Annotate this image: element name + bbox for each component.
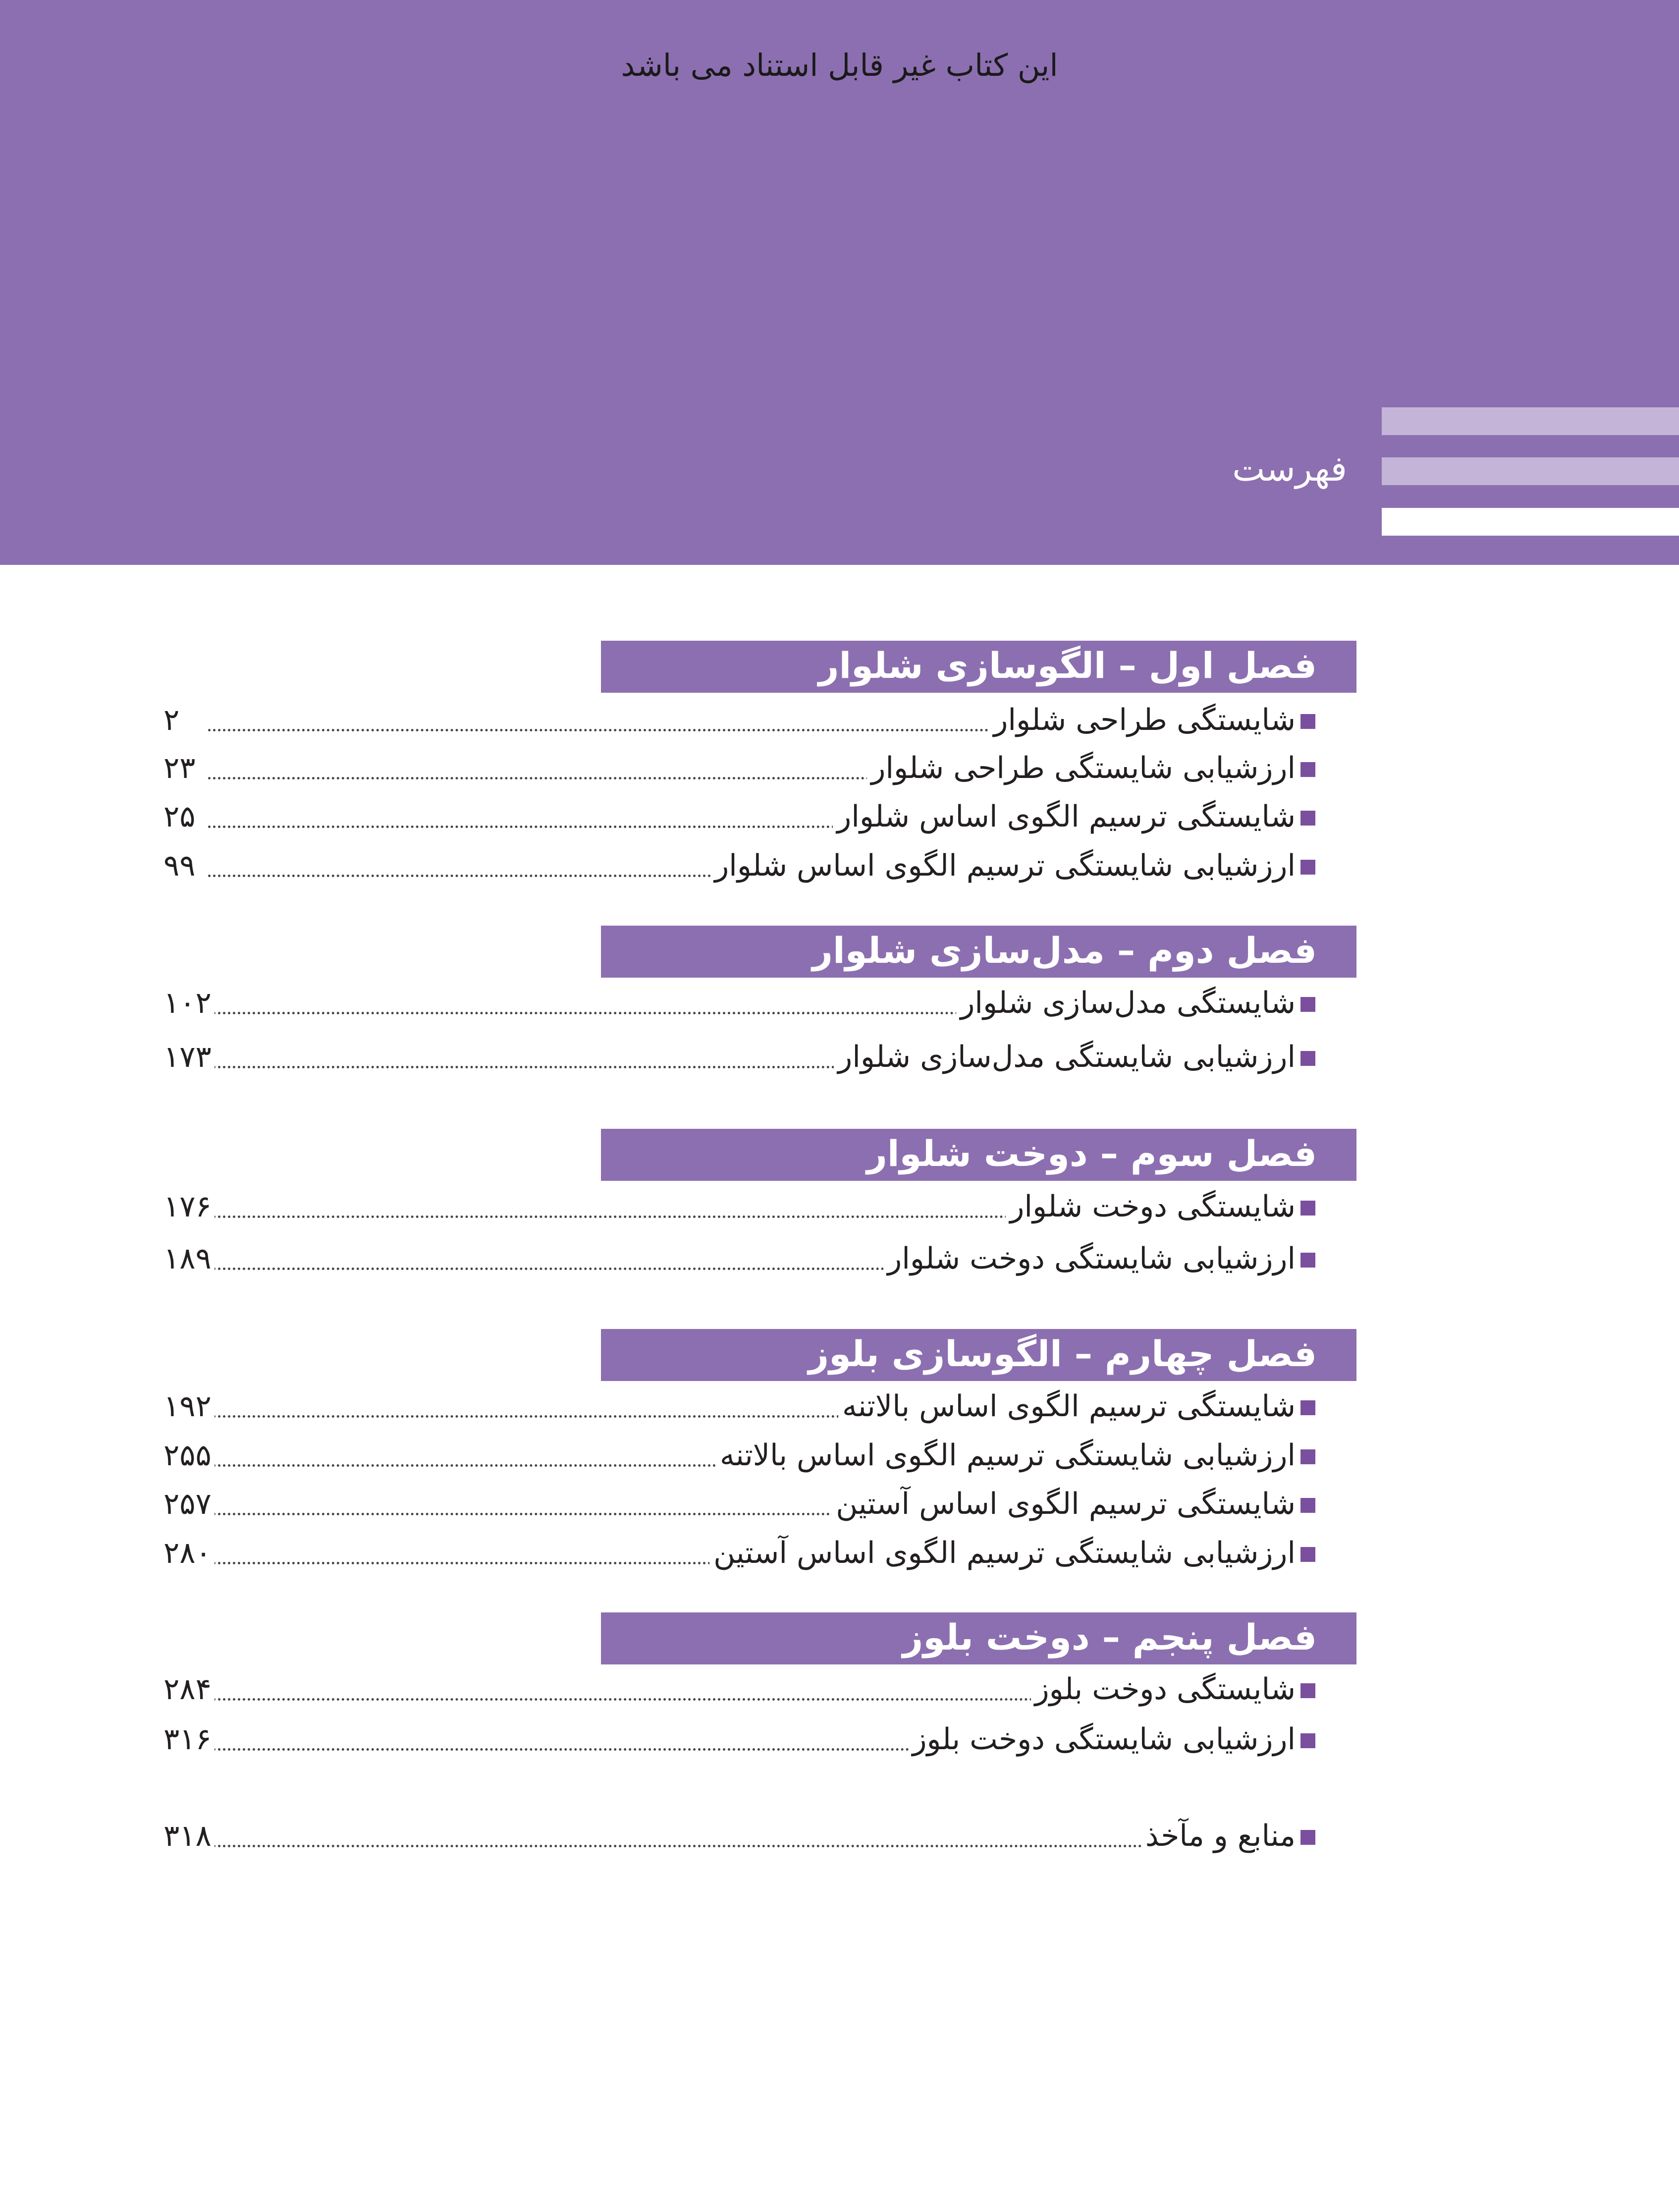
toc-entry[interactable]: [163, 841, 1315, 890]
entry-label: ارزشیابی شایستگی ترسیم الگوی اساس آستین: [713, 1536, 1296, 1570]
chapter-heading: [601, 641, 1356, 693]
bullet-square-icon: [1300, 1498, 1315, 1513]
bullet-square-icon: [1300, 1547, 1315, 1562]
bullet-square-icon: [1300, 811, 1315, 826]
bullet-square-icon: [1300, 1253, 1315, 1268]
entry-label: ارزشیابی شایستگی ترسیم الگوی اساس شلوار: [714, 848, 1296, 883]
toc-entry[interactable]: [163, 1182, 1315, 1231]
entry-page: ۲۸۰: [163, 1528, 215, 1578]
chapter-heading: [601, 1612, 1356, 1664]
entry-label: شایستگی دوخت شلوار: [1010, 1189, 1296, 1224]
bullet-square-icon: [1300, 1201, 1315, 1216]
toc-entry[interactable]: [163, 978, 1315, 1028]
decorative-stripe: [1382, 508, 1679, 536]
toc-entry[interactable]: [163, 1431, 1315, 1480]
bullet-square-icon: [1300, 1400, 1315, 1415]
toc-entry[interactable]: [163, 1664, 1315, 1714]
entry-page: ۳۱۶: [163, 1714, 215, 1764]
chapter-title: فصل چهارم – الگوسازی بلوز: [808, 1333, 1317, 1375]
entry-label: شایستگی مدل‌سازی شلوار: [960, 986, 1296, 1020]
notice-text: این کتاب غیر قابل استناد می باشد: [621, 47, 1058, 83]
entry-page: ۱۰۲: [163, 978, 215, 1028]
chapter-heading: [601, 926, 1356, 978]
toc-entry[interactable]: [163, 743, 1315, 793]
entry-label: شایستگی دوخت بلوز: [1034, 1672, 1296, 1707]
entry-page: ۱۷۳: [163, 1032, 215, 1082]
entry-label: ارزشیابی شایستگی دوخت شلوار: [887, 1241, 1296, 1276]
toc-entry[interactable]: [163, 1234, 1315, 1283]
decorative-stripe: [1382, 457, 1679, 485]
chapter-title: فصل دوم – مدل‌سازی شلوار: [812, 930, 1317, 971]
entry-label: شایستگی ترسیم الگوی اساس بالاتنه: [842, 1389, 1296, 1424]
entry-page: ۲۸۴: [163, 1664, 215, 1714]
chapter-title: فصل پنجم – دوخت بلوز: [902, 1616, 1317, 1658]
entry-page: ۳۱۸: [163, 1811, 215, 1861]
toc-title: فهرست: [1232, 448, 1347, 489]
entry-page: ۱۷۶: [163, 1182, 215, 1231]
entry-page: ۹۹: [163, 841, 198, 890]
decorative-stripe: [1382, 407, 1679, 435]
entry-label: شایستگی ترسیم الگوی اساس شلوار: [837, 799, 1296, 834]
bullet-square-icon: [1300, 762, 1315, 777]
bullet-square-icon: [1300, 1830, 1315, 1845]
chapter-heading: [601, 1329, 1356, 1381]
bullet-square-icon: [1300, 1449, 1315, 1464]
entry-label: ارزشیابی شایستگی طراحی شلوار: [871, 751, 1296, 785]
chapter-title: فصل اول – الگوسازی شلوار: [818, 645, 1317, 686]
entry-label: شایستگی ترسیم الگوی اساس آستین: [836, 1487, 1296, 1521]
entry-page: ۲۵۷: [163, 1479, 215, 1529]
toc-entry[interactable]: [163, 1528, 1315, 1578]
entry-page: ۱۸۹: [163, 1234, 215, 1283]
entry-label: شایستگی طراحی شلوار: [993, 703, 1296, 737]
toc-entry[interactable]: [163, 1032, 1315, 1082]
bullet-square-icon: [1300, 714, 1315, 729]
bullet-square-icon: [1300, 1051, 1315, 1066]
toc-entry-references[interactable]: [163, 1811, 1315, 1861]
chapter-title: فصل سوم – دوخت شلوار: [867, 1133, 1317, 1174]
entry-page: ۲۵۵: [163, 1431, 215, 1480]
toc-entry[interactable]: [163, 1382, 1315, 1431]
toc-entry[interactable]: [163, 1714, 1315, 1764]
bullet-square-icon: [1300, 860, 1315, 875]
entry-page: ۲۵: [163, 792, 198, 841]
entry-page: ۲۳: [163, 743, 198, 793]
entry-page: ۲: [163, 695, 182, 745]
toc-entry[interactable]: [163, 1479, 1315, 1529]
bullet-square-icon: [1300, 997, 1315, 1012]
toc-entry[interactable]: [163, 792, 1315, 841]
entry-page: ۱۹۲: [163, 1382, 215, 1431]
bullet-square-icon: [1300, 1683, 1315, 1698]
entry-label: ارزشیابی شایستگی ترسیم الگوی اساس بالاتنه: [719, 1438, 1296, 1473]
toc-entry[interactable]: [163, 695, 1315, 745]
chapter-heading: [601, 1129, 1356, 1181]
entry-label: ارزشیابی شایستگی مدل‌سازی شلوار: [838, 1040, 1296, 1074]
bullet-square-icon: [1300, 1733, 1315, 1748]
entry-label: ارزشیابی شایستگی دوخت بلوز: [912, 1722, 1296, 1757]
header-band: [0, 0, 1679, 565]
entry-label: منابع و مآخذ: [1145, 1819, 1296, 1853]
